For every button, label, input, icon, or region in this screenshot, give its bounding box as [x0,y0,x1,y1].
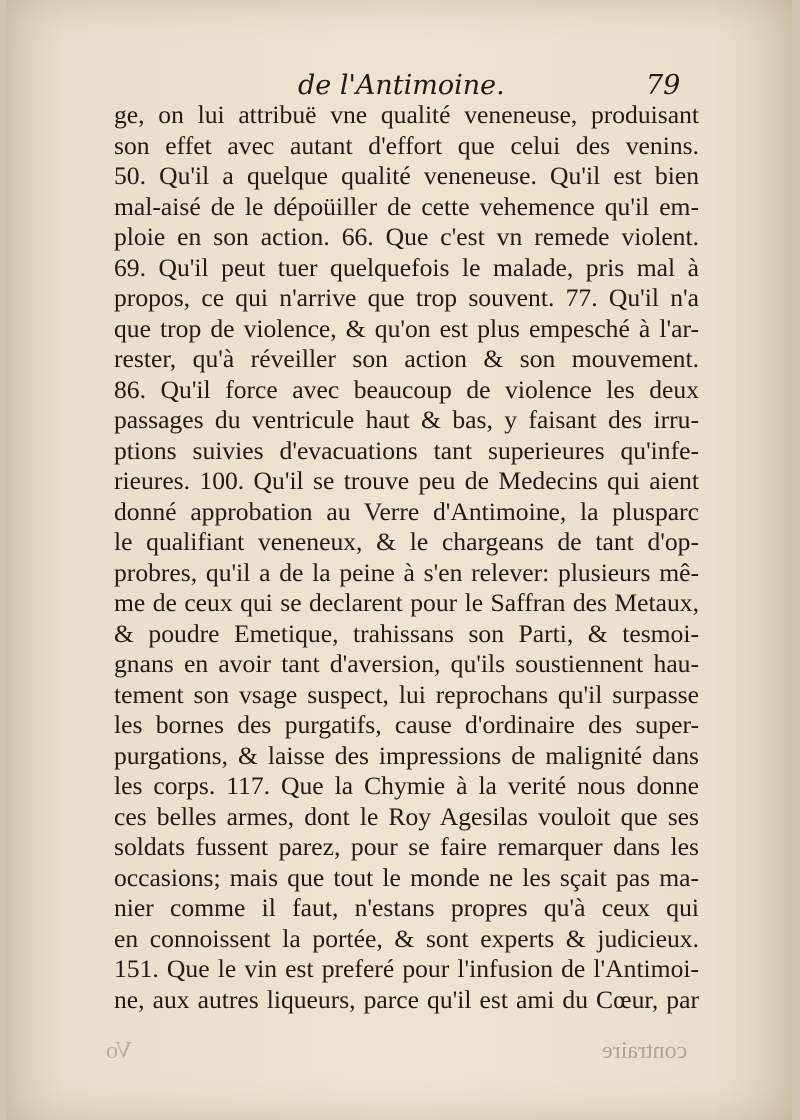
text-line: en connoissent la portée, & sont experts & judicieux. [114,923,699,953]
text-line: nier comme il faut, n'estans propres qu'à ceux qui [114,893,699,922]
text-line: & poudre Emetique, trahissans son Parti, & tesmoi- [114,618,699,648]
show-through-text-right: contraire [602,1038,688,1064]
text-line: passages du ventricule haut & bas, y faisant des irru- [114,405,699,434]
text-line: 151. Que le vin est preferé pour l'infusion de l'Antimoi- [114,954,699,983]
text-line: soldats fussent parez, pour se faire remarquer dans les [114,832,699,861]
text-line: donné approbation au Verre d'Antimoine, la plusparc [114,496,699,526]
text-line: 69. Qu'il peut tuer quelquefois le malade, pris mal à [114,252,699,282]
page-number: 79 [646,70,681,101]
text-line: ptions suivies d'evacuations tant superieures qu'infe- [114,435,699,465]
text-line: les corps. 117. Que la Chymie à la verité nous donne [114,771,699,800]
text-line: ge, on lui attribuë vne qualité veneneuse, produisant [114,100,699,129]
running-title: de l'Antimoine. [298,70,505,101]
text-line: rester, qu'à réveiller son action & son mouvement. [114,344,699,373]
text-line: le qualifiant veneneux, & le chargeans de tant d'op- [114,527,699,556]
text-line: que trop de violence, & qu'on est plus empesché à l'ar- [114,313,699,343]
text-line: purgations, & laisse des impressions de malignité dans [114,740,699,770]
text-line: probres, qu'il a de la peine à s'en relever: plusieurs mê- [114,557,699,587]
text-line: 86. Qu'il force avec beaucoup de violence les deux [114,374,699,404]
text-line: rieures. 100. Qu'il se trouve peu de Medecins qui aient [114,466,699,495]
book-page [6,0,792,1120]
text-line: ploie en son action. 66. Que c'est vn remede violent. [114,222,699,251]
text-line: 50. Qu'il a quelque qualité veneneuse. Qu'il est bien [114,161,699,190]
text-line: me de ceux qui se declarent pour le Saffran des Metaux, [114,588,699,617]
text-line: occasions; mais que tout le monde ne les sçait pas ma- [114,862,699,892]
body-text [114,100,699,1015]
text-line: tement son vsage suspect, lui reprochans qu'il surpasse [114,679,699,709]
text-line: mal-aisé de le dépoüiller de cette vehemence qu'il em- [114,191,699,221]
show-through-text-left: Vo [106,1038,133,1064]
text-line: ne, aux autres liqueurs, parce qu'il est ami du Cœur, par [114,984,699,1014]
text-line: les bornes des purgatifs, cause d'ordinaire des super- [114,710,699,739]
text-line: ces belles armes, dont le Roy Agesilas vouloit que ses [114,801,699,831]
text-line: son effet avec autant d'effort que celui des venins. [114,130,699,160]
text-line: propos, ce qui n'arrive que trop souvent. 77. Qu'il n'a [114,283,699,312]
text-line: gnans en avoir tant d'aversion, qu'ils soustiennent hau- [114,649,699,678]
